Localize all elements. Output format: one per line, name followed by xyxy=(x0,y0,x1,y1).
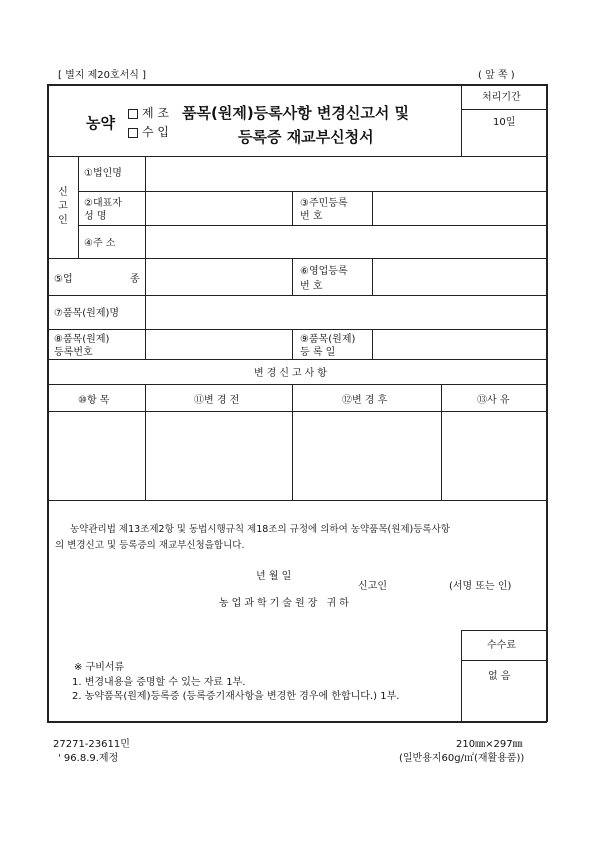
col-item-header: ⑩항 목 xyxy=(78,395,110,406)
product-reg-no-label-1: ⑧품목(원제) xyxy=(54,334,110,345)
product-name-field[interactable] xyxy=(146,296,546,328)
rep-name-label-2: 성 명 xyxy=(84,211,107,222)
business-type-label-1: ⑤업 xyxy=(54,274,73,285)
business-reg-field[interactable] xyxy=(373,259,545,295)
product-reg-no-field[interactable] xyxy=(146,330,291,359)
recipient-label: 농업과학기술원장 귀하 xyxy=(219,598,352,609)
applicant-side-divider xyxy=(78,156,79,258)
frame-right xyxy=(546,84,548,722)
applicant-side-label: 신 고 인 xyxy=(58,187,68,226)
business-type-field[interactable] xyxy=(146,259,291,295)
declaration-line1: 농약관리법 제13조제2항 및 동법시행규칙 제18조의 규정에 의하여 농약품목(원제)등록사항 xyxy=(70,524,450,535)
footer-date: ' 96.8.9.제정 xyxy=(58,753,119,764)
form-number-label: [ 별지 제20호서식 ] xyxy=(58,70,147,81)
rule-row6 xyxy=(47,359,547,360)
processing-box-divider xyxy=(461,109,546,110)
attachments-title: ※ 구비서류 xyxy=(74,662,125,673)
address-field[interactable] xyxy=(146,226,546,258)
rrn-field[interactable] xyxy=(373,192,545,225)
fee-box-divider xyxy=(461,660,547,661)
signature-placeholder: (서명 또는 인) xyxy=(449,581,512,592)
business-reg-label-2: 번 호 xyxy=(300,281,323,292)
title-prefix: 농약 xyxy=(86,114,115,132)
processing-value: 10일 xyxy=(493,117,516,128)
business-reg-label-left xyxy=(292,258,293,295)
declaration-date: 년 월 일 xyxy=(256,571,292,582)
change-item-cell[interactable] xyxy=(48,412,144,499)
business-reg-label-1: ⑥영업등록 xyxy=(300,266,348,277)
address-label: ④주 소 xyxy=(84,238,116,249)
change-after-cell[interactable] xyxy=(293,412,440,499)
declaration-line2: 의 변경신고 및 등록증의 재교부신청을합니다. xyxy=(55,540,245,551)
product-reg-date-field[interactable] xyxy=(373,330,545,359)
attachment-item-1: 1. 변경내용을 증명할 수 있는 자료 1부. xyxy=(72,677,246,688)
fee-box-top xyxy=(461,630,547,631)
reg-date-label-left xyxy=(292,329,293,359)
corp-name-field[interactable] xyxy=(146,157,546,190)
frame-left xyxy=(47,84,49,722)
attachment-item-2: 2. 농약품목(원제)등록증 (등록증기재사항을 변경한 경우에 한합니다.) 1부. xyxy=(72,691,400,702)
rrn-label-2: 번 호 xyxy=(300,211,323,222)
footer-paper: (일반용지60g/㎡(재활용품)) xyxy=(399,753,525,764)
corp-name-label: ①법인명 xyxy=(84,168,122,179)
fee-value: 없 음 xyxy=(488,671,511,682)
change-before-cell[interactable] xyxy=(146,412,291,499)
col-after-header: ⑫변 경 후 xyxy=(342,395,388,406)
rule-row7 xyxy=(47,384,547,385)
processing-label: 처리기간 xyxy=(482,92,521,103)
product-reg-date-label-1: ⑨품목(원제) xyxy=(300,334,356,345)
rrn-label-left xyxy=(292,191,293,225)
rrn-label-1: ③주민등록 xyxy=(300,198,348,209)
changes-section-title: 변경신고사항 xyxy=(254,368,330,379)
col-reason-header: ⑬사 유 xyxy=(477,395,510,406)
product-reg-no-label-2: 등록번호 xyxy=(54,347,93,358)
fee-label: 수수료 xyxy=(487,640,516,651)
option-manufacture: 제 조 xyxy=(128,106,169,120)
applicant-label: 신고인 xyxy=(358,581,387,592)
rep-name-label-1: ②대표자 xyxy=(84,198,122,209)
frame-top xyxy=(47,84,547,86)
checkbox-import[interactable] xyxy=(128,128,138,138)
title-line1: 품목(원제)등록사항 변경신고서 및 xyxy=(182,104,410,122)
business-type-label-2: 종 xyxy=(130,274,140,285)
option-import: 수 입 xyxy=(128,125,169,139)
title-line2: 등록증 재교부신청서 xyxy=(238,128,374,146)
rep-name-field[interactable] xyxy=(146,192,291,225)
page-side-label: ( 앞 쪽 ) xyxy=(478,70,515,81)
processing-box-left xyxy=(461,84,462,156)
footer-code: 27271-23611민 xyxy=(53,739,130,750)
change-reason-cell[interactable] xyxy=(442,412,545,499)
fee-box-left xyxy=(461,630,462,721)
col-before-header: ⑪변 경 전 xyxy=(194,395,240,406)
product-reg-date-label-2: 등 록 일 xyxy=(300,347,336,358)
footer-size: 210㎜×297㎜ xyxy=(456,739,523,750)
checkbox-manufacture[interactable] xyxy=(128,109,138,119)
product-name-label: ⑦품목(원제)명 xyxy=(54,308,120,319)
frame-bottom xyxy=(47,721,547,723)
rule-changes-bottom xyxy=(47,500,547,501)
